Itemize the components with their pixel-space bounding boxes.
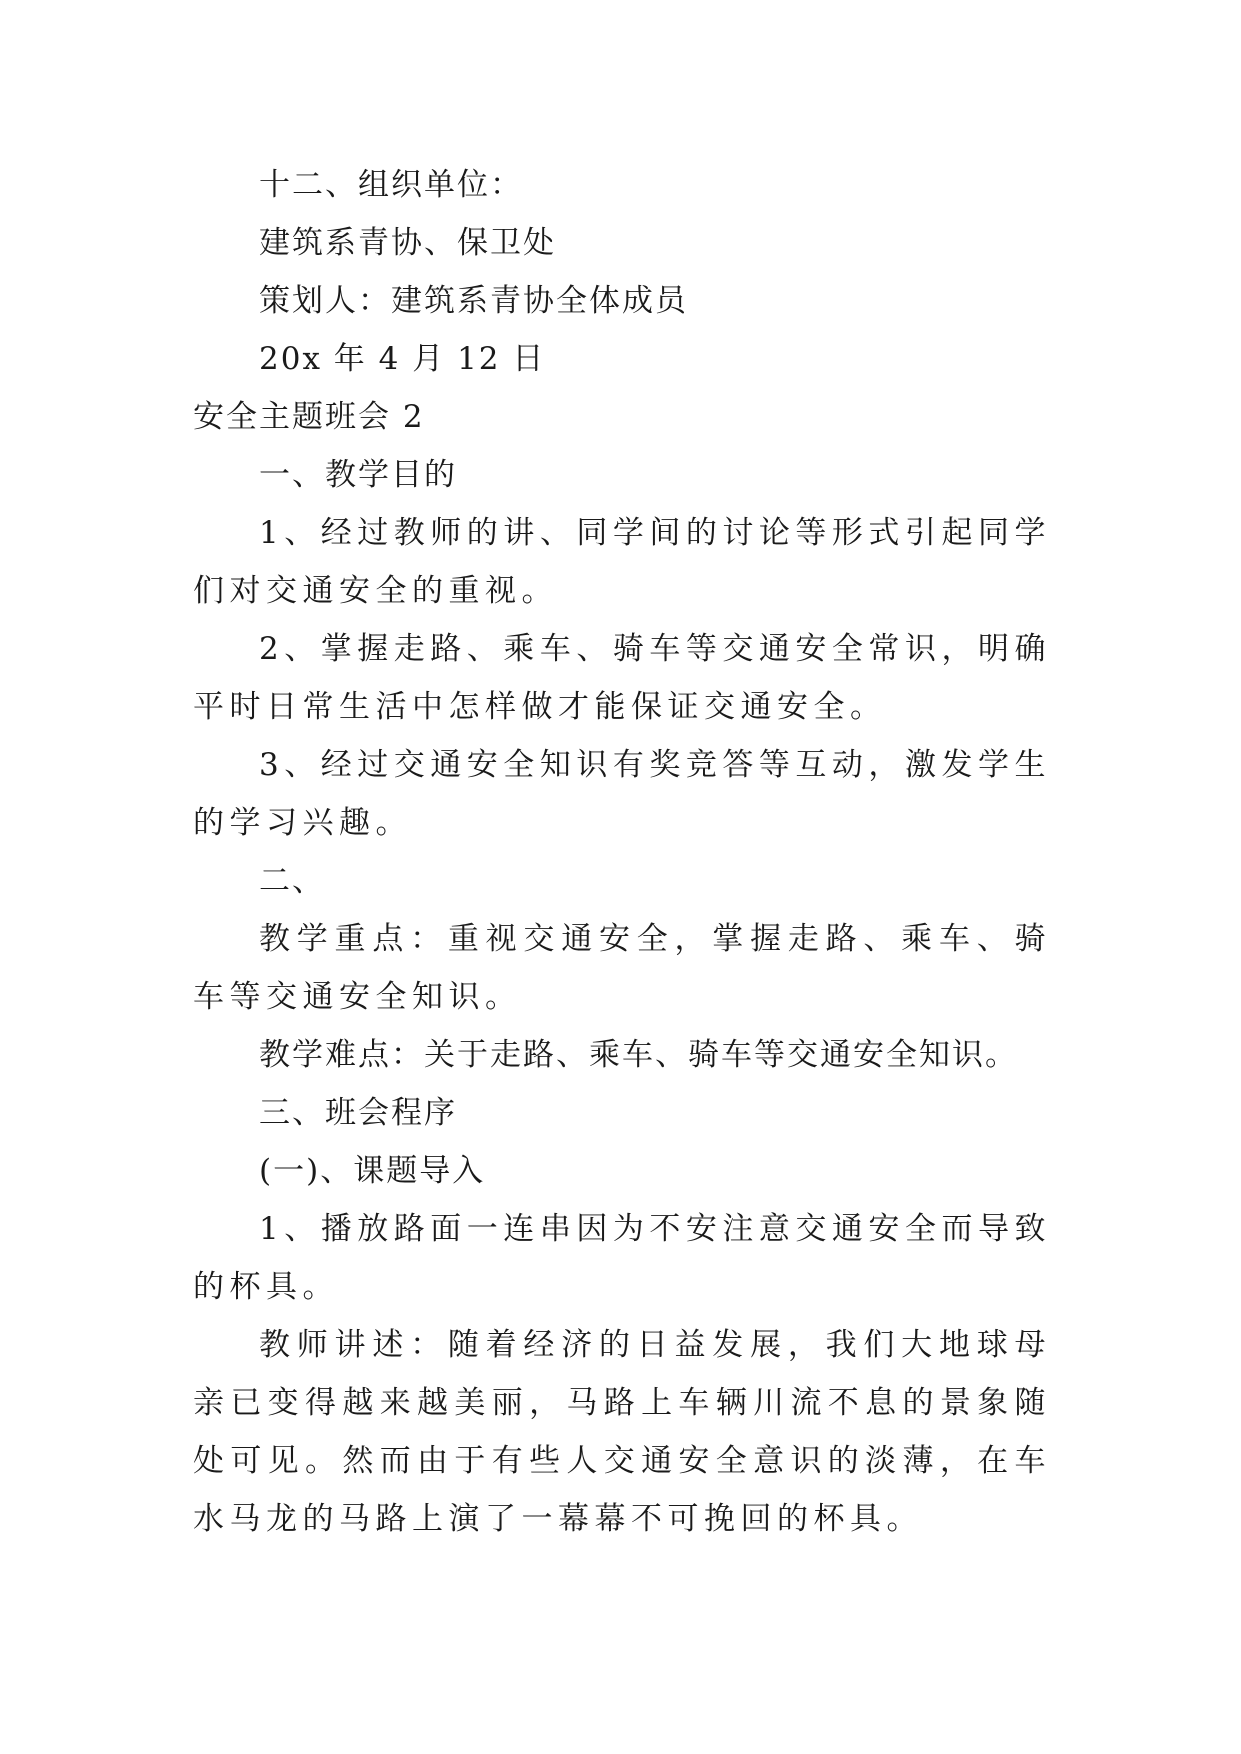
part-two-heading: 二、: [259, 863, 325, 899]
key-points: 教学重点：重视交通安全，掌握走路、乘车、骑车等交通安全知识。: [193, 921, 1051, 1015]
org-value: 建筑系青协、保卫处: [259, 225, 556, 261]
planner-line: 策划人：建筑系青协全体成员: [259, 283, 688, 319]
procedure-heading: 三、班会程序: [259, 1095, 457, 1131]
objective-3: 3、经过交通安全知识有奖竞答等互动，激发学生的学习兴趣。: [193, 747, 1051, 841]
intro-item-1: 1、播放路面一连串因为不安注意交通安全而导致的杯具。: [193, 1211, 1051, 1305]
objective-1: 1、经过教师的讲、同学间的讨论等形式引起同学们对交通安全的重视。: [193, 515, 1051, 609]
intro-heading: (一)、课题导入: [259, 1153, 486, 1189]
date-line: 20x 年 4 月 12 日: [259, 341, 546, 377]
document-body: [193, 156, 1051, 1548]
org-heading: 十二、组织单位：: [259, 167, 523, 203]
section-title: 安全主题班会 2: [193, 399, 425, 435]
objective-2: 2、掌握走路、乘车、骑车等交通安全常识，明确平时日常生活中怎样做才能保证交通安全。: [193, 631, 1051, 725]
objectives-heading: 一、教学目的: [259, 457, 457, 493]
difficulties: 教学难点：关于走路、乘车、骑车等交通安全知识。: [259, 1037, 1018, 1073]
teacher-narration: 教师讲述：随着经济的日益发展，我们大地球母亲已变得越来越美丽，马路上车辆川流不息的景象随处可见。然而由于有些人交通安全意识的淡薄，在车水马龙的马路上演了一幕幕不可挽回的杯具。: [193, 1327, 1051, 1537]
